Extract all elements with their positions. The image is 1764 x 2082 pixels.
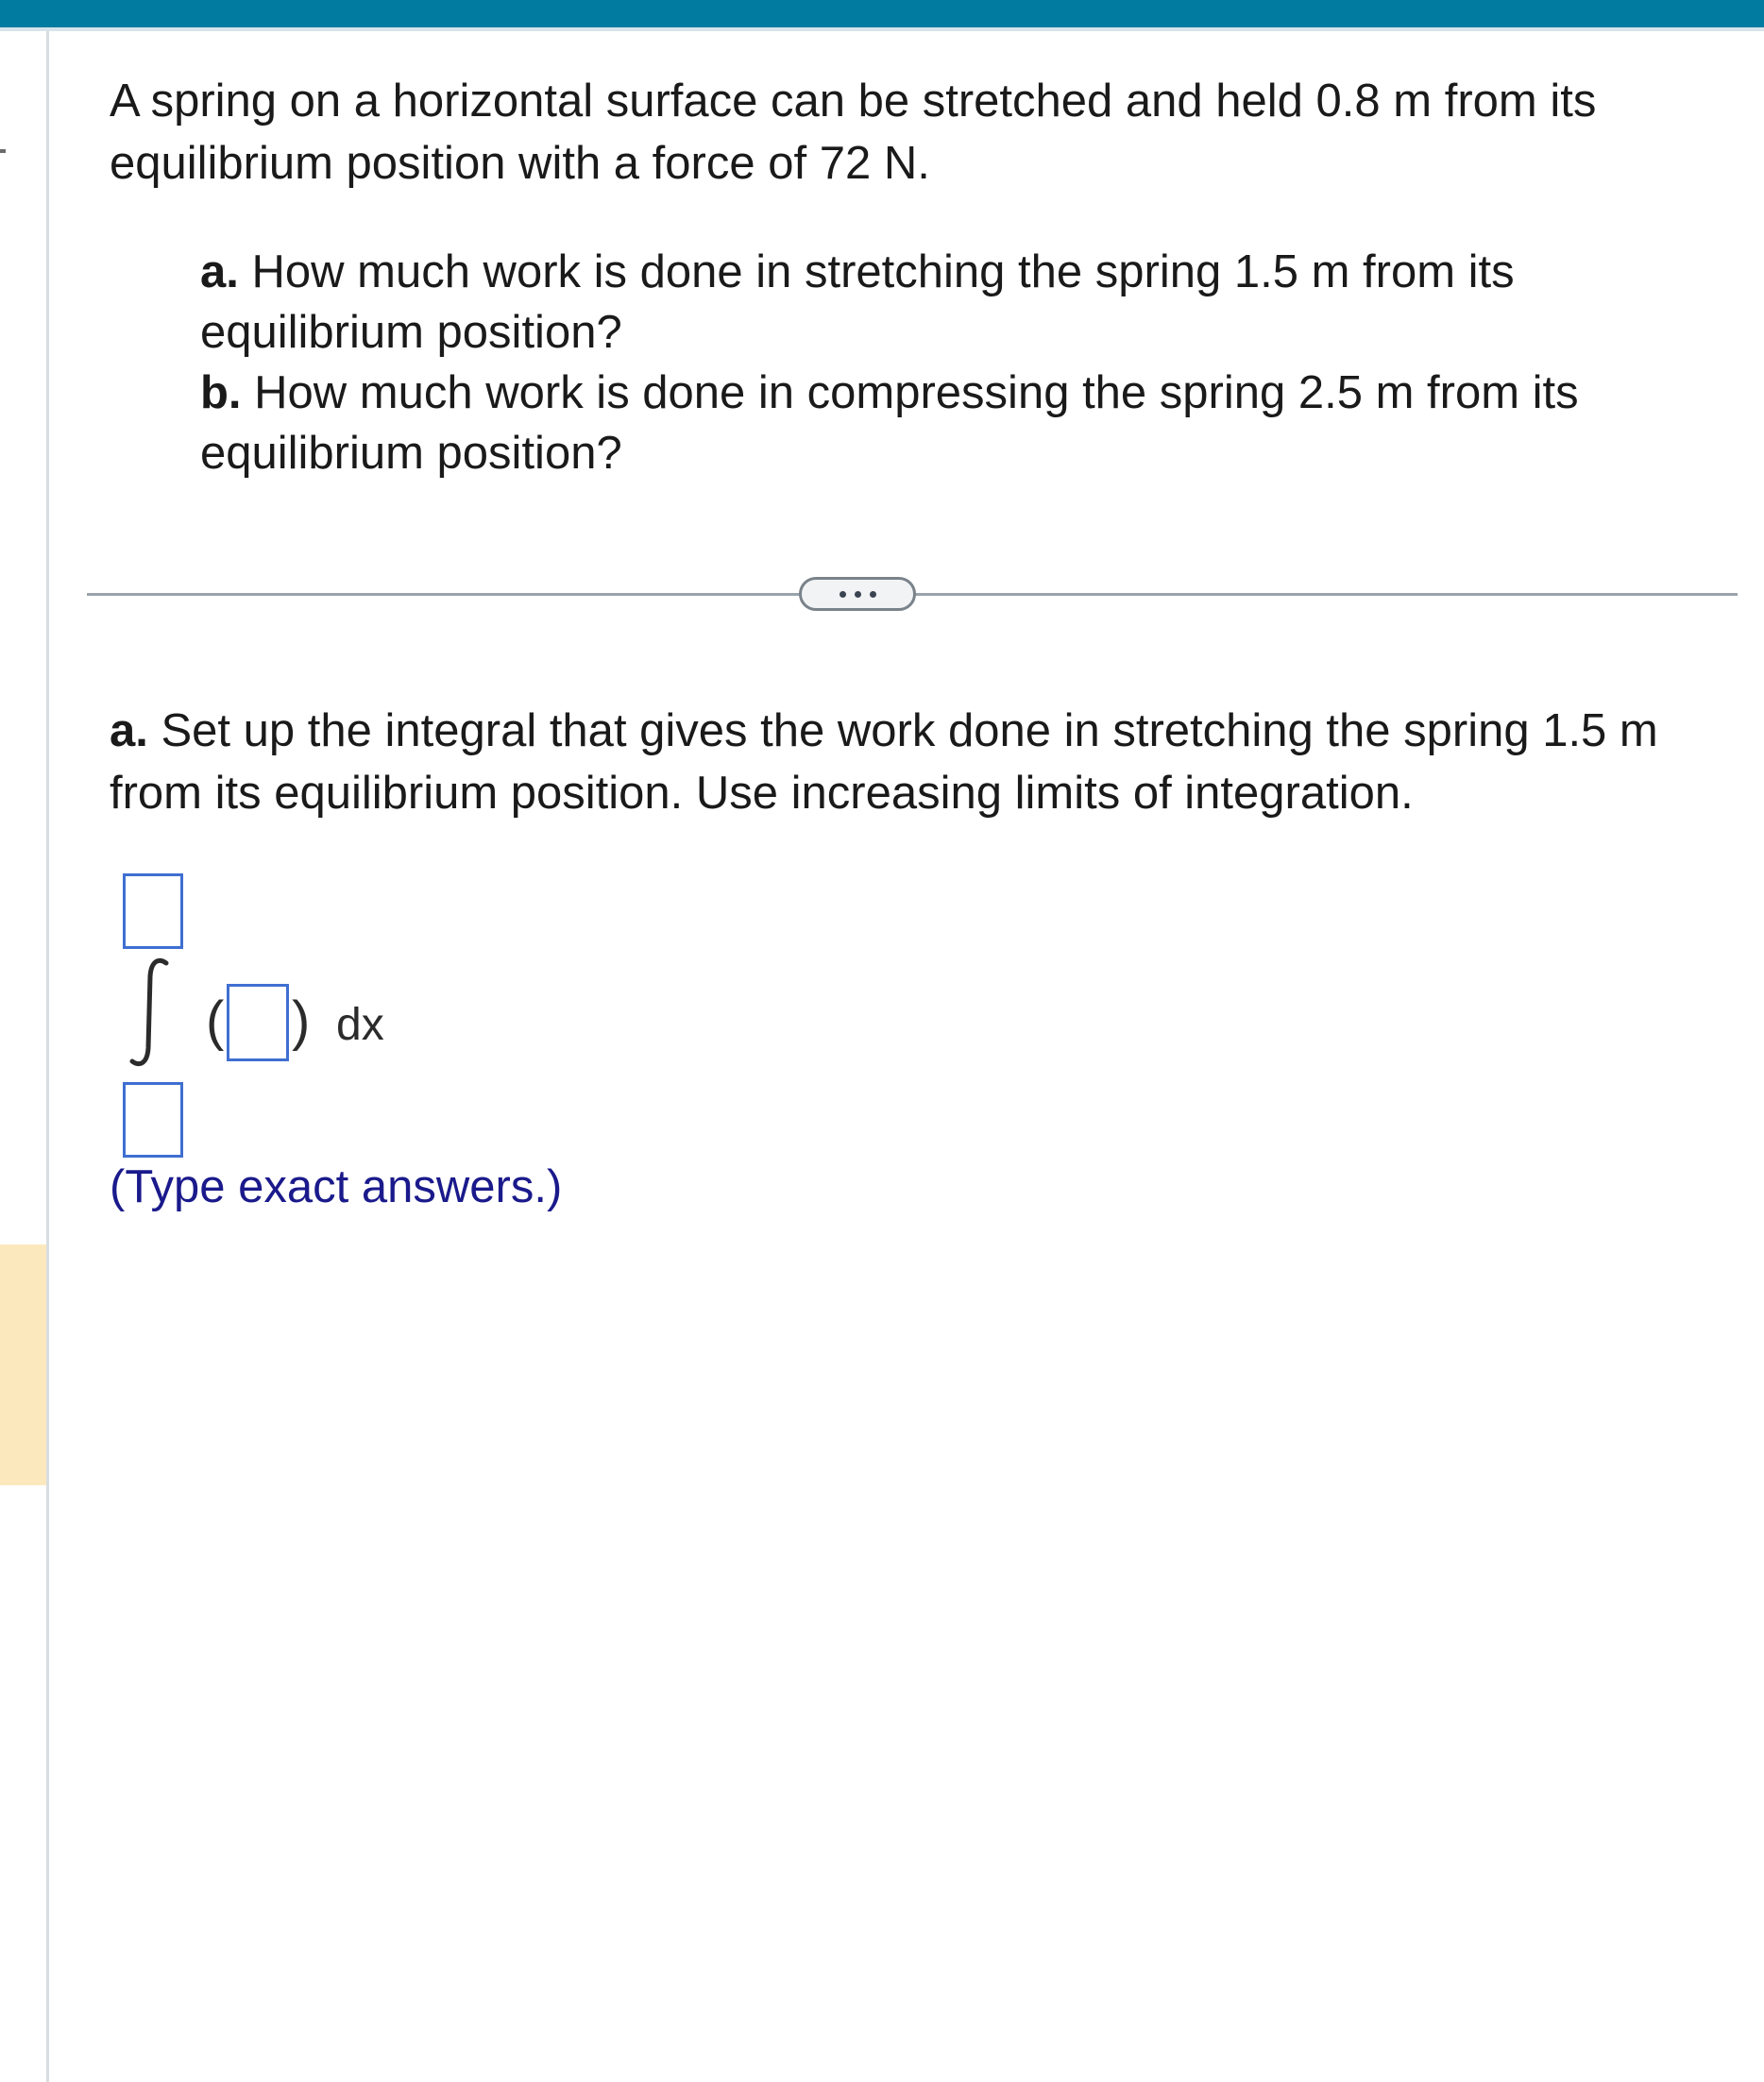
sub-question-a-label: a. bbox=[200, 246, 239, 297]
part-a-text: Set up the integral that gives the work done in stretching the spring 1.5 m from its equilibrium position. Use increasing limits of integration. bbox=[110, 705, 1658, 819]
sub-question-list bbox=[200, 242, 1711, 483]
sub-question-b bbox=[200, 363, 1711, 483]
close-paren: ) bbox=[292, 990, 311, 1052]
left-rail bbox=[46, 31, 49, 2082]
ellipsis-icon bbox=[870, 591, 876, 598]
differential-label: dx bbox=[336, 1000, 384, 1050]
expand-more-button[interactable] bbox=[799, 577, 916, 611]
ellipsis-icon bbox=[855, 591, 861, 598]
upper-limit-input[interactable] bbox=[123, 873, 183, 949]
answer-format-hint: (Type exact answers.) bbox=[110, 1161, 563, 1212]
sub-question-b-text: How much work is done in compressing the spring 2.5 m from its equilibrium position? bbox=[200, 367, 1579, 479]
open-paren: ( bbox=[206, 990, 225, 1052]
part-a-label: a. bbox=[110, 705, 148, 756]
sub-question-b-label: b. bbox=[200, 367, 242, 418]
integrand-input[interactable] bbox=[227, 984, 289, 1061]
ellipsis-icon bbox=[840, 591, 846, 598]
lower-limit-input[interactable] bbox=[123, 1082, 183, 1158]
integral-sign-icon bbox=[125, 956, 178, 1069]
sub-question-a bbox=[200, 242, 1711, 363]
sub-question-a-text: How much work is done in stretching the spring 1.5 m from its equilibrium position? bbox=[200, 246, 1515, 358]
part-a-prompt bbox=[110, 700, 1734, 824]
top-bar-shadow bbox=[0, 27, 1764, 31]
left-rail-marker bbox=[0, 149, 6, 153]
top-bar bbox=[0, 0, 1764, 27]
current-question-highlight bbox=[0, 1244, 46, 1485]
question-intro: A spring on a horizontal surface can be stretched and held 0.8 m from its equilibrium position with a force of 72 N. bbox=[110, 76, 1597, 189]
